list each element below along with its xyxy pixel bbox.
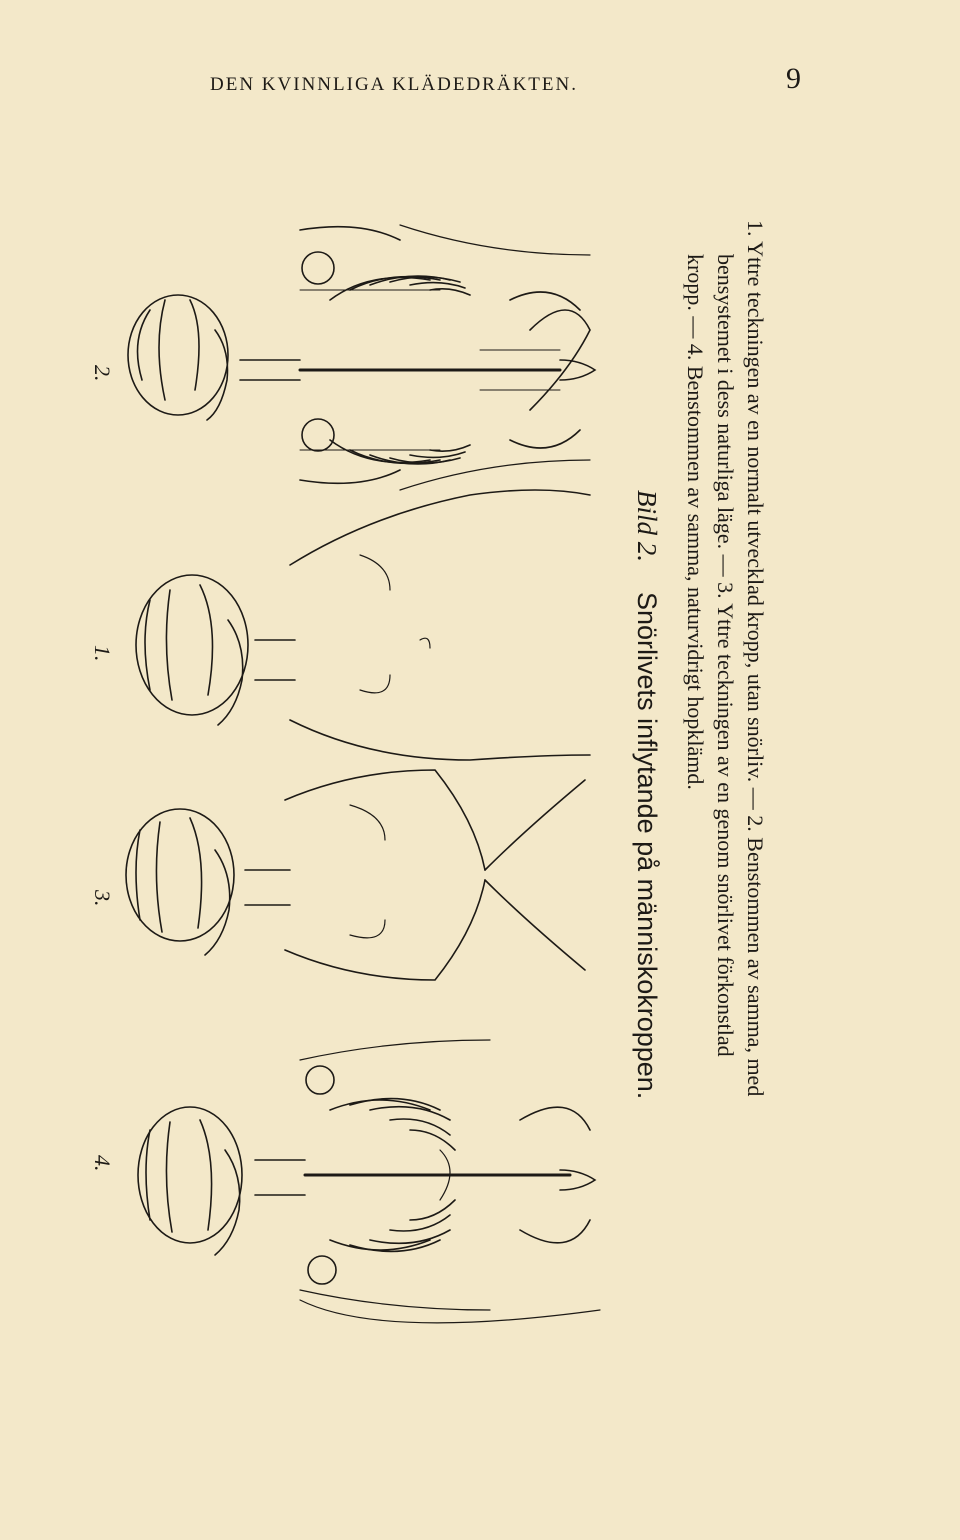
figure-number: Bild 2.: [632, 490, 662, 562]
caption-line: 1. Yttre teckningen av en normalt utvecklad kropp, utan snörliv. — 2. Benstommen av samma, med: [743, 220, 768, 1097]
caption-line: bensystemet i dess naturliga läge. — 3. Yttre teckningen av en genom snörlivet förkonstlad: [713, 254, 738, 1057]
caption-line: kropp. — 4. Benstommen av samma, naturvidrigt hopklämd.: [683, 254, 708, 790]
figure-label-3: 3.: [90, 890, 115, 907]
figure-label-4: 4.: [90, 1155, 115, 1172]
page-number: 9: [786, 62, 801, 95]
running-head: DEN KVINNLIGA KLÄDEDRÄKTEN.: [210, 74, 578, 95]
figure-title: Snörlivets inflytande på människokroppen.: [632, 592, 662, 1100]
caption-title-line: [631, 490, 662, 1290]
figure-label-2: 2.: [90, 365, 115, 382]
figure-label-1: 1.: [90, 645, 115, 662]
figure-caption: [680, 220, 770, 1330]
